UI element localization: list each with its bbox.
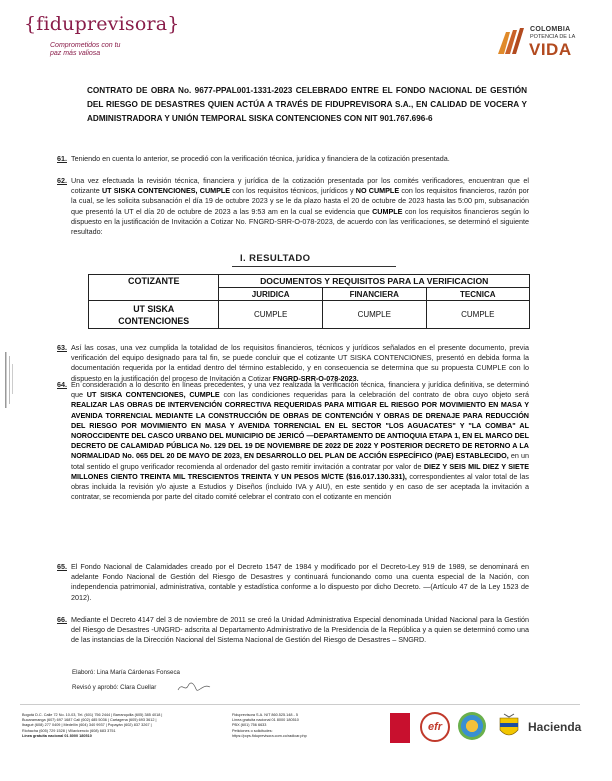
cell-financiera: CUMPLE [322,301,426,329]
header-financiera: FINANCIERA [322,288,426,301]
footer-line: Línea gratuita nacional 01 8000 180510 [22,733,92,738]
footer-line: Línea gratuita nacional 01 8000 180510 [232,718,299,723]
paragraph-63 [57,343,529,384]
header-juridica: JURIDICA [219,288,322,301]
paragraph-number: 63. [57,343,67,352]
colombia-coat-of-arms-icon [496,712,522,742]
paragraph-text: El Fondo Nacional de Calamidades creado por el Decreto 1547 de 1984 y modificado por el Decreto-Ley 919 de 1989, se denominará en adelante Fondo Nacional de Gestión del Riesgo de Desastres y continuará funcionando como una cuenta especial de la Nación, con independencia patrimonial, administrativa, contable y estadística conforme a lo dispuesto por dicho Decreto. —(Artículo 47 de la Ley 1523 de 2012). [71,562,529,602]
gov-logo-line2: POTENCIA DE LA [530,34,576,40]
bold-text: FNGRD-SRR-O-078-2023. [272,373,359,383]
header-tecnica: TECNICA [426,288,529,301]
paragraph-66 [57,615,529,646]
footer-line: Fiduprevisora S.A. NIT 860.525.148 - 5 [232,713,298,717]
paragraph-number: 65. [57,562,67,571]
paragraph-65 [57,562,529,603]
paragraph-number: 62. [57,176,67,185]
certification-badge [390,713,410,743]
reviso-line: Revisó y aprobó: Clara Cuellar [72,684,157,691]
paragraph-text: en un total sentido el grupo verificador recomienda al ordenador del gasto remitir invitación a contratar por valor de [71,451,530,471]
paragraph-text: Así las cosas, una vez cumplida la totalidad de los requisitos financieros, técnicos y jurídicos señalados en el presente documento, previa verificación del equipo designado para tal fin, se puede concluir que el cotizante UT SISKA CONTENCIONES, presentó en debida forma la documentación requerida por la entidad dentro del término establecido, y en consecuencia se determina que su propuesta CUMPLE con lo dispuesto en la justificación del proceso de Invitación a Cotizar [71,343,529,383]
paragraph-text: correspondientes al valor total de las obras incluida la revisión y/o ajuste a Estudios y Diseños (incluido IVA y AIU), en este sentido y en caso de ser aceptada la invitación a contratar, se recomienda por parte del citado comité celebrar el contrato con el cotizante en mención [71,471,530,502]
paragraph-text: Mediante el Decreto 4147 del 3 de noviembre de 2011 se creó la Unidad Administrativa Especial denominada Unidad Nacional para la Gestión del Riesgo de Desastres -UNGRD- adscrita al Departamento Administrativo de la Presidencia de la República y a quien se determinó como una de las instancias de la Dirección Nacional del Sistema Nacional de Gestión del Riesgo de Desastres – SNGRD. [71,615,529,645]
paragraph-text: con los requisitos técnicos, jurídicos y [230,186,356,196]
side-vertical-mark [2,350,16,410]
paragraph-text: con los requisitos financieros según lo dispuesto en la justificación de Invitación a Cotizar No. FNGRD-SRR-O-078-2023, de acuerdo con las verificaciones, se determinó el siguiente resultado: [71,206,529,237]
cell-juridica: CUMPLE [219,301,322,329]
footer-line: https://pqrs.fiduprevisora.com.co/radicar.php [232,733,307,738]
footer-line: Bucaramanga (607) 697 1687 Cali (602) 485 5036 | Cartagena (605) 693 3612 | [22,718,157,723]
paragraph-number: 66. [57,615,67,624]
handwritten-signature [176,680,212,694]
results-heading: I. RESULTADO [240,253,311,264]
bold-text: REALIZAR LAS OBRAS DE INTERVENCIÓN CORRECTIVA REQUERIDAS PARA MITIGAR EL RIESGO POR MOVIMIENTO EN MASA Y AVENIDA TORRENCIAL MEDIANTE LA CONSTRUCCIÓN DE OBRAS DE CONTENCIÓN Y OBRAS DE DRENAJE PARA REDUCCIÓN DEL RIESGO POR MOVIMIENTO EN MASA Y AVENIDA TORRENCIAL EN EL SECTOR "LOS AGUACATES" Y "LA COMBA" AL NOROCCIDENTE DEL CASCO URBANO DEL MUNICIPIO DE JERICÓ —DEPARTAMENTO DE ANTIOQUIA ETAPA 1, EN EL MARCO DEL DECRETO DE CALAMIDAD PÚBLICA No. 129 DEL 19 DE NOVIEMBRE DE 2022 DE 2022 Y POSTERIOR DECRETO DE RETORNO A LA NORMALIDAD No. 065 DEL 20 DE MAYO DE 2023, EN DESARROLLO DEL PLAN DE ACCIÓN ESPECÍFICO (PAE) ESTABLECIDO, [71,400,529,461]
results-table [88,274,530,329]
document-title: CONTRATO DE OBRA No. 9677-PPAL001-1331-2023 CELEBRADO ENTRE EL FONDO NACIONAL DE GESTIÓN DEL RIESGO DE DESASTRES QUIEN ACTÚA A TRAVÉS DE FIDUPREVISORA S.A., EN CALIDAD DE VOCERA Y ADMINISTRADORA Y UNIÓN TEMPORAL SISKA CONTENCIONES CON NIT 901.767.696-6 [87,86,527,123]
footer-offices [22,713,217,739]
paragraph-text: con las condiciones requeridas para la celebración del contrato de obra cuyo objeto será [219,390,529,400]
gov-logo-line3: VIDA [529,40,572,59]
footer-contact [232,713,352,739]
cell-cotizante-name: UT SISKA CONTENCIONES [89,301,219,329]
elaboro-line: Elaboró: Lina María Cárdenas Fonseca [72,669,180,676]
paragraph-text: Una vez efectuada la revisión técnica, financiera y jurídica de la cotización presentada por los comités verificadores, encuentran que el cotizante [71,176,529,196]
footer-line: Peticiones o solicitudes: [232,728,273,733]
footer-line: Bogotá D.C. Calle 72 No. 10-03, Tel. (601) 756 2444 | Barranquilla (605) 385 4018 | [22,713,163,717]
fiduprevisora-logo: {fiduprevisora} [24,13,180,35]
footer-divider [20,704,580,705]
bold-text: DIEZ Y SEIS MIL DIEZ Y SIETE MILLONES CIENTO TREINTA MIL TRESCIENTOS TREINTA Y UN PESOS M/CTE ($16.017.130.331), [71,461,530,481]
hacienda-logo: Hacienda [528,720,582,734]
paragraph-64 [57,380,530,502]
paragraph-text: con los requisitos financieros, razón por la cual, se les solicita subsanación el día 19 de octubre 2023 y se le da plazo hasta el 20 de octubre de 2023 hasta las 5:00 pm, subsanación que presentó la UT el día 20 de octubre de 2023 a las 9:53 am en la cual se evidencia que [71,186,529,216]
vida-mark-icon [496,26,526,56]
bold-text: CUMPLE [372,206,403,216]
bold-text: UT SISKA CONTENCIONES, CUMPLE [86,390,220,400]
header-cotizante: COTIZANTE [89,275,219,301]
bold-text: UT SISKA CONTENCIONES, CUMPLE [101,186,231,196]
paragraph-text: En consideración a lo descrito en líneas precedentes, y una vez realizada la verificación técnica, financiera y jurídica definitiva, se determinó que [71,380,529,400]
colombia-potencia-vida-logo [496,24,588,60]
results-underline [232,266,396,267]
paragraph-number: 64. [57,380,67,389]
paragraph-62 [57,176,529,237]
bold-text: NO CUMPLE [355,186,400,196]
gov-logo-line1: COLOMBIA [530,26,571,33]
efr-badge: efr [420,712,450,742]
footer-line: Riohacha (605) 729 1528 | Villavicencio (608) 683 3751 [22,728,116,733]
award-seal [458,712,486,740]
header-documentos: DOCUMENTOS Y REQUISITOS PARA LA VERIFICACION [219,275,530,288]
fiduprevisora-tagline: Comprometidos con tu paz más valiosa [50,42,121,57]
footer-line: PBX (601) 756 6633 [232,723,267,728]
paragraph-number: 61. [57,154,67,163]
paragraph-61 [57,154,529,164]
cell-tecnica: CUMPLE [426,301,529,329]
paragraph-text: Teniendo en cuenta lo anterior, se procedió con la verificación técnica, jurídica y financiera de la cotización presentada. [71,154,450,163]
footer-line: Ibagué (608) 277 0409 | Medellín (604) 340 9937 | Popayán (602) 837 3267 | [22,723,152,728]
